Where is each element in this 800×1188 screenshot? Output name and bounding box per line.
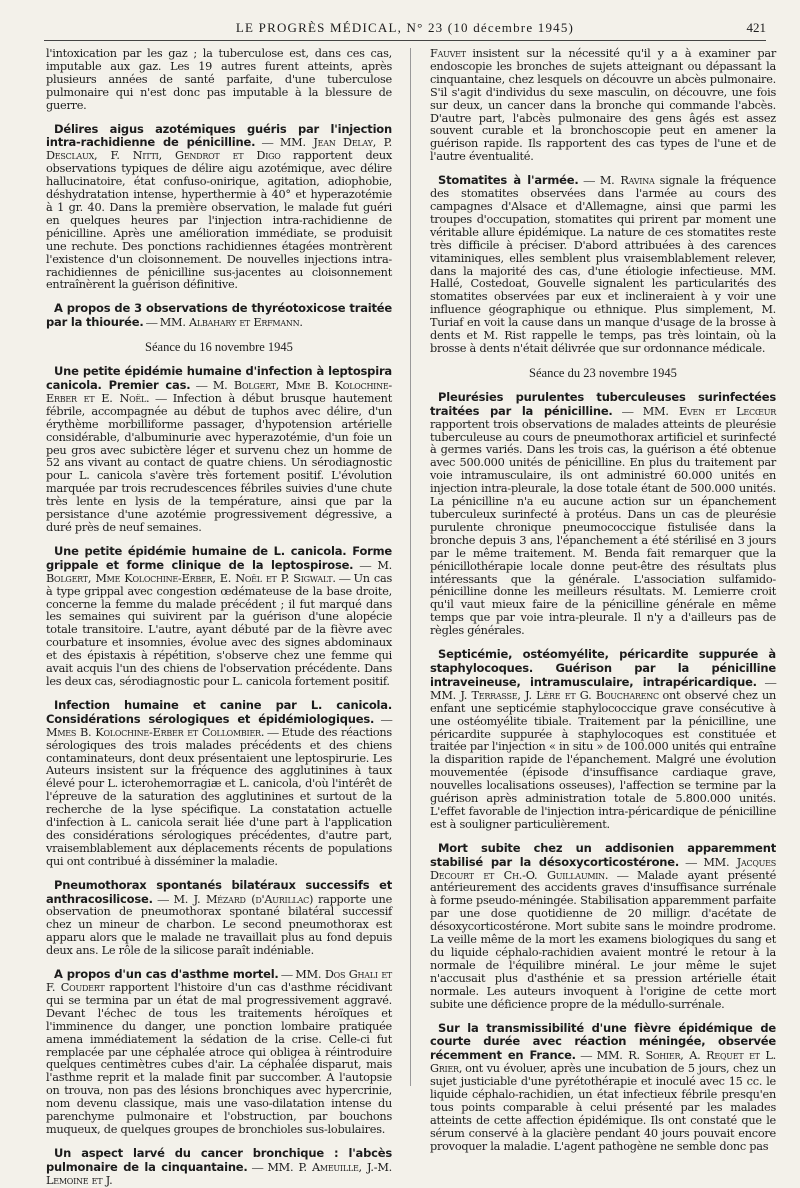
column-divider: [410, 48, 411, 1086]
article: [430, 391, 776, 638]
article: [46, 699, 392, 869]
article-title: A propos d'un cas d'asthme mortel.: [54, 967, 279, 982]
article-text: Infection à début brusque hautement fébrile, accompagnée au début de tuphos avec délire, d'un érythème morbilliforme passager, d'hypotension artérielle considérable, d'albuminurie avec hyperazotémie, d'un foie un peu gros avec subictère léger et survenu chez un homme de 52 ans vivant au contact de quatre chiens. Un sérodiagnostic pour L. canicola s'avère très fortement positif. L'évolution marquée par trois recrudescences fébriles suivies d'une chute très lente en lysis de la température, ainsi que par la persistance d'une azotémie progressivement dégressive, a duré près de neuf semaines.: [46, 391, 392, 534]
article-paragraph: Délires aigus azotémiques guéris par l'injection intra-rachidienne de pénicilline. — MM. Jean Delay, P. Desclaux, F. Nitti, Gendrot et Digo rapportent deux observations typiques de délire aigu azotémique, avec délire hallucinatoire, état confuso-onirique, agitation, adiophobie, déshydratation intense, hyperthermie à 40° et hyperazotémie à 1 gr. 40. Dans la première observation, le malade fut guéri en quelques heures par l'injection intra-rachidienne de pénicilline. Après une amélioration immédiate, se produisit une rechute. Des ponctions rachidiennes étagées montrèrent l'existence d'un cloisonnement. De nouvelles injections intra-rachidiennes de pénicilline sus-jacentes au cloisonnement entraînèrent la guérison définitive.: [46, 121, 393, 292]
article-authors: M. J. Mézard (d'Aurillac): [173, 892, 314, 906]
article-paragraph: [430, 48, 776, 164]
article-authors: Mmes B. Kolochine-Erber et Collombier.: [46, 725, 265, 739]
article-title: Un aspect larvé du cancer bronchique : l'abcès pulmonaire de la cinquantaine.: [46, 1145, 392, 1174]
article-authors: MM. Albahary et Erfmann.: [159, 316, 303, 330]
seance-heading: Séance du 23 novembre 1945: [529, 365, 677, 380]
article: [46, 968, 392, 1137]
article-authors: MM. J. Terrasse, J. Lère et G. Boucharenc: [430, 688, 659, 702]
article-authors: M. Bolgert, Mme B. Kolochine-Erber et E. Noël.: [46, 379, 392, 405]
article-authors: MM. R. Sohier, A. Requet et L. Grier,: [430, 1049, 776, 1076]
left-column: [46, 47, 393, 1187]
article-title: Pneumothorax spontanés bilatéraux successifs et anthracosilicose.: [46, 877, 392, 906]
article-text: rapportent l'histoire d'un cas d'asthme récidivant qui se termina par un état de mal progressivement aggravé. Devant l'échec de tous les traitements héroïques et l'imminence du danger, une ponction lombaire pratiquée amena immédiatement la sédation de la crise. Celle-ci fut remplacée par une céphalée atroce qui obligea à réintroduire quelques centimètres cubes d'air. La céphalée disparut, mais l'asthme reprit et la malade finit par succomber. A l'autopsie on trouva, non pas des lésions bronchiques avec hypercrinie, nom devenu classique, mais une vaso-dilatation intense du parenchyme pulmonaire et l'obstruction, par bouchons muqueux, de quelques groupes de bronchioles sus-lobulaires.: [46, 981, 392, 1136]
article-paragraph: Septicémie, ostéomyélite, péricardite suppurée à staphylocoques. Guérison par la pénicilline intraveineuse, intramusculaire, intrapéricardique. — MM. J. Terrasse, J. Lère et G. Boucharenc ont observé chez un enfant une septicémie staphylococcique grave consécutive à une ostéomyélite tibiale. Traitement par la pénicilline, une péricardite suppurée à staphylocoques est constituée et traitée par l'injection « in situ » de 100.000 unités qui entraîne la disparition rapide de l'épanchement. Malgré une évolution mouvementée (épisode d'insuffisance cardiaque grave, nouvelles localisations osseuses), l'affection se termine par la guérison après administration totale de 5.800.000 unités. L'effet favorable de l'injection intra-péricardique de pénicilline est à souligner particulièrement.: [430, 647, 777, 831]
article: [46, 48, 392, 113]
article-text: Etude des réactions sérologiques des trois malades précédents et des chiens contaminateurs, dont deux présentaient une leptospirurie. Les Auteurs insistent sur la fréquence des agglutinines à taux élevé pour L. icterohemorragiæ et L. canicola, d'où l'intérêt de l'épreuve de la saturation des agglutinines et surtout de la recherche de la lyse spécifique. La constatation actuelle d'infection à L. canicola serait liée d'une part à l'application des considérations sérologiques précédentes, d'autre part, vraisemblablement aux déplacements récents de populations qui ont contribué à disséminer la maladie.: [46, 725, 392, 868]
article-title: Pleurésies purulentes tuberculeuses surinfectées traitées par la pénicilline.: [430, 389, 776, 418]
article-paragraph: Un aspect larvé du cancer bronchique : l'abcès pulmonaire de la cinquantaine. — MM. P. Ameuille, J.-M. Lemoine et J.: [46, 1145, 392, 1187]
article-title: Sur la transmissibilité d'une fièvre épidémique de courte durée avec réaction méningée, observée récemment en France.: [430, 1020, 776, 1063]
seance-heading: Séance du 16 novembre 1945: [145, 340, 293, 355]
article-paragraph: Stomatites à l'armée. — M. Ravina signale la fréquence des stomatites observées dans l'armée au cours des campagnes d'Alsace et d'Allemagne, ainsi que parmi les troupes d'occupation, stomatites qui prirent par moment une véritable allure épidémique. La nature de ces stomatites reste très difficile à préciser. D'abord attribuées à des carences vitaminiques, elles semblent plus vraisemblablement relever, dans la majorité des cas, d'une étiologie infectieuse. MM. Hallé, Costedoat, Gouvelle signalent les particularités des stomatites observées par eux et inclineraient à y voir une influence géographique ou ethnique. Plus simplement, M. Turiaf en voit la cause dans un manque d'usage de la brosse à dents et M. Rist rappelle le temps, pas très lointain, où la brosse à dents n'était délivrée que sur ordonnance médicale.: [430, 173, 776, 355]
article: [46, 302, 392, 330]
article-title: Infection humaine et canine par L. canicola. Considérations sérologiques et épidémiologiques.: [46, 697, 392, 726]
article-paragraph: Une petite épidémie humaine d'infection à leptospira canicola. Premier cas. — M. Bolgert, Mme B. Kolochine-Erber et E. Noël. — Infection à début brusque hautement fébrile, accompagnée au début de tuphos avec délire, d'un érythème morbilliforme passager, d'hypotension artérielle considérable, d'albuminurie avec hyperazotémie, d'un foie un peu gros avec subictère léger et survenu chez un homme de 52 ans vivant au contact de quatre chiens. Un sérodiagnostic pour L. canicola s'avère très fortement positif. L'évolution marquée par trois recrudescences fébriles suivies d'une chute très lente en lysis de la température, ainsi que par la persistance d'une azotémie progressivement dégressive, a duré près de neuf semaines.: [46, 364, 392, 534]
journal-title: LE PROGRÈS MÉDICAL, N° 23 (10 décembre 1945): [235, 20, 575, 35]
article: [430, 842, 776, 1012]
article: [46, 879, 392, 958]
article-text: rapportent deux observations typiques de délire aigu azotémique, avec délire hallucinatoire, état confuso-onirique, agitation, adiophobie, déshydratation intense, hyperthermie à 40° et hyperazotémie à 1 gr. 40. Dans la première observation, le malade fut guéri en quelques heures par l'injection intra-rachidienne de pénicilline. Après une amélioration immédiate, se produisit une rechute. Des ponctions rachidiennes étagées montrèrent l'existence d'un cloisonnement. De nouvelles injections intra-rachidiennes de pénicilline sus-jacentes au cloisonnement entraînèrent la guérison définitive.: [46, 149, 393, 292]
article-text: rapportent trois observations de malades atteints de pleurésie tuberculeuse au cours de pneumothorax artificiel et surinfecté à germes variés. Dans les trois cas, la guérison a été obtenue avec 500.000 unités de pénicilline. En plus du traitement par voie intramusculaire, ils ont administré 60.000 unités en injection intra-pleurale, la dose totale étant de 500.000 unités. La pénicilline n'a eu aucune action sur un épanchement tuberculeux surinfecté à protéus. Dans un cas de pleurésie purulente chronique pneumococcique fistulisée dans la bronche depuis 3 ans, l'épanchement a été stérilisé en 3 jours par le même traitement. M. Benda fait remarquer que la pénicillothérapie locale donne peut-être des résultats plus intéressants que la générale. L'association sulfamido-pénicilline donne les meilleurs résultats. M. Lemierre croit qu'il vaut mieux faire de la pénicilline générale en même temps que par voie intra-pleurale. Il n'y a d'ailleurs pas de règles générales.: [430, 417, 776, 638]
article-text: Un cas à type grippal avec congestion œdémateuse de la base droite, concerne la femme du malade précédent ; il fut marqué dans les semaines qui suivirent par la guérison d'une alopécie totale transitoire. L'autre, ayant débuté par de la fièvre avec courbature et insomnies, évolue avec des signes abdominaux et des épistaxis à répétition, s'observe chez une femme qui avait acquis l'un des chiens de l'observation précédente. Dans les deux cas, sérodiagnostic pour L. canicola fortement positif.: [46, 571, 393, 688]
header-rule: [44, 40, 766, 41]
article-authors: MM. P. Ameuille, J.-M. Lemoine et J.: [46, 1160, 392, 1187]
article: [46, 123, 392, 293]
article-text: rapporte une observation de pneumothorax spontané bilatéral successif chez un mineur de charbon. Le second pneumothorax est apparu alors que le malade ne travaillait plus au fond depuis deux ans. Le rôle de la silicose paraît indéniable.: [46, 892, 393, 958]
article-authors: M. Ravina: [599, 174, 655, 188]
article-title: Septicémie, ostéomyélite, péricardite suppurée à staphylocoques. Guérison par la pénicilline intraveineuse, intramusculaire, intrapéricardique.: [430, 647, 776, 689]
article: [430, 174, 776, 356]
article-text: insistent sur la nécessité qu'il y a à examiner par endoscopie les bronches de sujets atteignant ou dépassant la cinquantaine, chez lesquels on découvre un abcès pulmonaire. S'il s'agit d'individus du sexe masculin, on découvre, une fois sur deux, un cancer dans la bronche qui commande l'abcès. D'autre part, l'abcès pulmonaire des gens âgés est assez souvent curable et la bronchoscopie peut en amener la guérison rapide. Ils rapportent des cas types de l'une et de l'autre éventualité.: [430, 47, 776, 164]
article: [46, 1147, 392, 1188]
article-paragraph: [46, 48, 392, 113]
article: [46, 545, 392, 689]
article-title: Une petite épidémie humaine d'infection à leptospira canicola. Premier cas.: [46, 364, 392, 393]
article-paragraph: A propos d'un cas d'asthme mortel. — MM. Dos Ghali et F. Coudert rapportent l'histoire d'un cas d'asthme récidivant qui se termina par un état de mal progressivement aggravé. Devant l'échec de tous les traitements héroïques et l'imminence du danger, une ponction lombaire pratiquée amena immédiatement la sédation de la crise. Celle-ci fut remplacée par une céphalée atroce qui obligea à réintroduire quelques centimètres cubes d'air. La céphalée disparut, mais l'asthme reprit et la malade finit par succomber. A l'autopsie on trouva, non pas des lésions bronchiques avec hypercrinie, nom devenu classique, mais une vaso-dilatation intense du parenchyme pulmonaire et l'obstruction, par bouchons muqueux, de quelques groupes de bronchioles sus-lobulaires.: [46, 967, 393, 1136]
article: [430, 1022, 776, 1154]
article-paragraph: Une petite épidémie humaine de L. canicola. Forme grippale et forme clinique de la leptospirose. — M. Bolgert, Mme Kolochine-Erber, E. Noël et P. Sigwalt. — Un cas à type grippal avec congestion œdémateuse de la base droite, concerne la femme du malade précédent ; il fut marqué dans les semaines qui suivirent par la guérison d'une alopécie totale transitoire. L'autre, ayant débuté par de la fièvre avec courbature et insomnies, évolue avec des signes abdominaux et des épistaxis à répétition, s'observe chez une femme qui avait acquis l'un des chiens de l'observation précédente. Dans les deux cas, sérodiagnostic pour L. canicola fortement positif.: [46, 543, 393, 688]
article: [430, 648, 776, 832]
article: [430, 48, 776, 164]
article-paragraph: A propos de 3 observations de thyréotoxicose traitée par la thiourée. — MM. Albahary et Erfmann.: [46, 301, 392, 330]
article-paragraph: Pneumothorax spontanés bilatéraux successifs et anthracosilicose. — M. J. Mézard (d'Aurillac) rapporte une observation de pneumothorax spontané bilatéral successif chez un mineur de charbon. Le second pneumothorax est apparu alors que le malade ne travaillait plus au fond depuis deux ans. Le rôle de la silicose paraît indéniable.: [46, 877, 393, 958]
article-paragraph: Infection humaine et canine par L. canicola. Considérations sérologiques et épidémiologiques. — Mmes B. Kolochine-Erber et Collombier. — Etude des réactions sérologiques des trois malades précédents et des chiens contaminateurs, dont deux présentaient une leptospirurie. Les Auteurs insistent sur la fréquence des agglutinines à taux élevé pour L. icterohemorragiæ et L. canicola, d'où l'intérêt de l'épreuve de la saturation des agglutinines et surtout de la recherche de la lyse spécifique. La constatation actuelle d'infection à L. canicola serait liée d'une part à l'application des considérations sérologiques précédentes, d'autre part, vraisemblablement aux déplacements récents de populations qui ont contribué à disséminer la maladie.: [46, 697, 392, 868]
article: [46, 365, 392, 535]
article-title: Une petite épidémie humaine de L. canicola. Forme grippale et forme clinique de la leptospirose.: [46, 543, 392, 572]
article-title: Délires aigus azotémiques guéris par l'injection intra-rachidienne de pénicilline.: [46, 121, 392, 150]
article-text: l'intoxication par les gaz ; la tuberculose est, dans ces cas, imputable aux gaz. Les 19 autres furent atteints, après plusieurs années de santé parfaite, d'une tuberculose pulmonaire qui n'est donc pas imputable à la blessure de guerre.: [46, 47, 392, 112]
article-title: Stomatites à l'armée.: [438, 173, 579, 188]
article-authors: MM. Jacques Decourt et Ch.-O. Guillaumin.: [430, 855, 776, 882]
article-text: signale la fréquence des stomatites observées dans l'armée au cours des campagnes d'Alsace et d'Allemagne, ainsi que parmi les troupes d'occupation, stomatites qui prirent par moment une véritable allure épidémique. La nature de ces stomatites reste très difficile à préciser. D'abord attribuées à des carences vitaminiques, elles semblent plus vraisemblablement relever, dans la majorité des cas, d'une étiologie infectieuse. MM. Hallé, Costedoat, Gouvelle signalent les particularités des stomatites observées par eux et inclineraient à y voir une influence géographique ou ethnique. Plus simplement, M. Turiaf en voit la cause dans un manque d'usage de la brosse à dents et M. Rist rappelle le temps, pas très lointain, où la brosse à dents n'était délivrée que sur ordonnance médicale.: [430, 174, 776, 355]
running-header: [44, 20, 766, 40]
article-title: Mort subite chez un addisonien apparemment stabilisé par la désoxycorticostérone.: [430, 840, 776, 869]
article-text: ont observé chez un enfant une septicémie staphylococcique grave consécutive à une ostéomyélite tibiale. Traitement par la pénicilline, une péricardite suppurée à staphylocoques est constituée et traitée par l'injection « in situ » de 100.000 unités qui entraîne la disparition rapide de l'épanchement. Malgré une évolution mouvementée (épisode d'insuffisance cardiaque grave, nouvelles localisations osseuses), l'affection se termine par la guérison après administration totale de 5.800.000 unités. L'effet favorable de l'injection intra-péricardique de pénicilline est à souligner particulièrement.: [430, 688, 777, 831]
article-paragraph: Mort subite chez un addisonien apparemment stabilisé par la désoxycorticostérone. — MM. Jacques Decourt et Ch.-O. Guillaumin. — Malade ayant présenté antérieurement des accidents graves d'insuffisance surrénale à forme pseudo-méningée. Stabilisation apparemment parfaite par une dose quotidienne de 20 milligr. d'acétate de désoxycorticostérone. Mort subite sans le moindre prodrome. La veille même de la mort les examens biologiques du sang et du liquide céphalo-rachidien avaient montré le retour à la normale de l'équilibre minéral. Le jour même le sujet n'accusait plus d'asthénie et sa pression artérielle était normale. Les auteurs invoquent à l'origine de cette mort subite une déficience propre de la médullo-surrénale.: [430, 840, 776, 1011]
article-authors: MM. Jean Delay, P. Desclaux, F. Nitti, Gendrot et Digo: [46, 136, 392, 163]
article-title: A propos de 3 observations de thyréotoxicose traitée par la thiourée.: [46, 301, 392, 330]
article-paragraph: Sur la transmissibilité d'une fièvre épidémique de courte durée avec réaction méningée, observée récemment en France. — MM. R. Sohier, A. Requet et L. Grier, ont vu évoluer, après une incubation de 5 jours, chez un sujet justiciable d'une pyrétothérapie et inoculé avec 15 cc. le liquide céphalo-rachidien, un état infectieux fébrile presqu'en tous points comparable à celui présenté par les malades atteints de cette affection épidémique. Ils ont constaté que le sérum conservé à la glacière pendant 40 jours pouvait encore provoquer la maladie. L'agent pathogène ne semble donc pas: [430, 1020, 777, 1153]
article-paragraph: Pleurésies purulentes tuberculeuses surinfectées traitées par la pénicilline. — MM. Even et Lecœur rapportent trois observations de malades atteints de pleurésie tuberculeuse au cours de pneumothorax artificiel et surinfecté à germes variés. Dans les trois cas, la guérison a été obtenue avec 500.000 unités de pénicilline. En plus du traitement par voie intramusculaire, ils ont administré 60.000 unités en injection intra-pleurale, la dose totale étant de 500.000 unités. La pénicilline n'a eu aucune action sur un épanchement tuberculeux surinfecté à protéus. Dans un cas de pleurésie purulente chronique pneumococcique fistulisée dans la bronche depuis 3 ans, l'épanchement a été stérilisé en 3 jours par le même traitement. M. Benda fait remarquer que la pénicillothérapie locale donne peut-être des résultats plus intéressants que la générale. L'association sulfamido-pénicilline donne les meilleurs résultats. M. Lemierre croit qu'il vaut mieux faire de la pénicilline générale en même temps que par voie intra-pleurale. Il n'y a d'ailleurs pas de règles générales.: [430, 389, 776, 638]
article-authors: MM. Dos Ghali et F. Coudert: [46, 968, 393, 994]
article-text: Malade ayant présenté antérieurement des accidents graves d'insuffisance surrénale à forme pseudo-méningée. Stabilisation apparemment parfaite par une dose quotidienne de 20 milligr. d'acétate de désoxycorticostérone. Mort subite sans le moindre prodrome. La veille même de la mort les examens biologiques du sang et du liquide céphalo-rachidien avaient montré le retour à la normale de l'équilibre minéral. Le jour même le sujet n'accusait plus d'asthénie et sa pression artérielle était normale. Les auteurs invoquent à l'origine de cette mort subite une déficience propre de la médullo-surrénale.: [430, 868, 776, 1011]
article-authors: M. Bolgert, Mme Kolochine-Erber, E. Noël et P. Sigwalt.: [46, 558, 392, 585]
page-number: 421: [746, 20, 766, 35]
article-text: ont vu évoluer, après une incubation de 5 jours, chez un sujet justiciable d'une pyrétothérapie et inoculé avec 15 cc. le liquide céphalo-rachidien, un état infectieux fébrile presqu'en tous points comparable à celui présenté par les malades atteints de cette affection épidémique. Ils ont constaté que le sérum conservé à la glacière pendant 40 jours pouvait encore provoquer la maladie. L'agent pathogène ne semble donc pas: [430, 1062, 777, 1153]
article-authors: MM. Even et Lecœur: [642, 404, 776, 418]
article-authors: Fauvet: [430, 47, 466, 60]
right-column: [430, 47, 777, 1153]
